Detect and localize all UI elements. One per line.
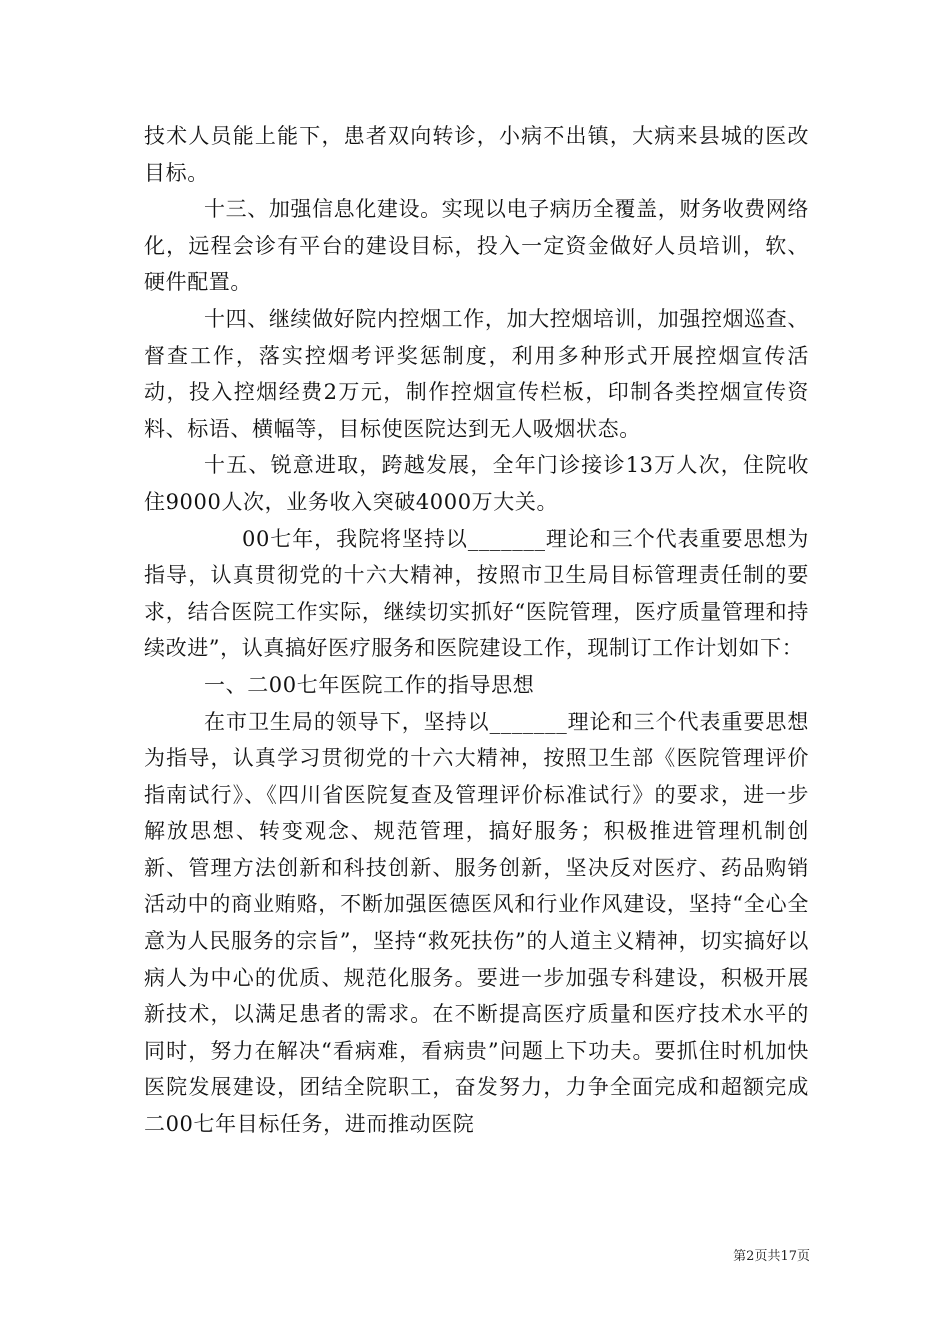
paragraph-continuation: 技术人员能上能下，患者双向转诊，小病不出镇，大病来县城的医改目标。 (144, 124, 809, 185)
paragraph-item-14: 十四、继续做好院内控烟工作，加大控烟培训，加强控烟巡查、督查工作，落实控烟考评奖惩制度，利用多种形式开展控烟宣传活动，投入控烟经费2万元，制作控烟宣传栏板，印制各类控烟宣传资料、标语、横幅等，目标使医院达到无人吸烟状态。 (144, 306, 809, 441)
page-number: 第2页共17页 (733, 1249, 810, 1264)
paragraph-item-15: 十五、锐意进取，跨越发展，全年门诊接诊13万人次，住院收住9000人次，业务收入突破4000万大关。 (144, 453, 809, 514)
paragraph-item-13: 十三、加强信息化建设。实现以电子病历全覆盖，财务收费网络化，远程会诊有平台的建设目标，投入一定资金做好人员培训，软、硬件配置。 (144, 197, 809, 295)
paragraph-intro-2007: 00七年，我院将坚持以_______理论和三个代表重要思想为指导，认真贯彻党的十六大精神，按照市卫生局目标管理责任制的要求，结合医院工作实际，继续切实抓好“医院管理，医疗质量管理和持续改进”，认真搞好医疗服务和医院建设工作，现制订工作计划如下： (144, 526, 809, 661)
document-body (144, 118, 809, 1143)
section-heading-guiding-thought: 一、二00七年医院工作的指导思想 (204, 672, 535, 697)
paragraph-guiding-thought: 在市卫生局的领导下，坚持以_______理论和三个代表重要思想为指导，认真学习贯彻党的十六大精神，按照卫生部《医院管理评价指南试行》、《四川省医院复查及管理评价标准试行》的要求，进一步解放思想、转变观念、规范管理，搞好服务；积极推进管理机制创新、管理方法创新和科技创新、服务创新，坚决反对医疗、药品购销活动中的商业贿赂，不断加强医德医风和行业作风建设，坚持“全心全意为人民服务的宗旨”，坚持“救死扶伤”的人道主义精神，切实搞好以病人为中心的优质、规范化服务。要进一步加强专科建设，积极开展新技术，以满足患者的需求。在不断提高医疗质量和医疗技术水平的同时，努力在解决“看病难，看病贵”问题上下功夫。要抓住时机加快医院发展建设，团结全院职工，奋发努力，力争全面完成和超额完成二00七年目标任务，进而推动医院 (144, 709, 809, 1137)
